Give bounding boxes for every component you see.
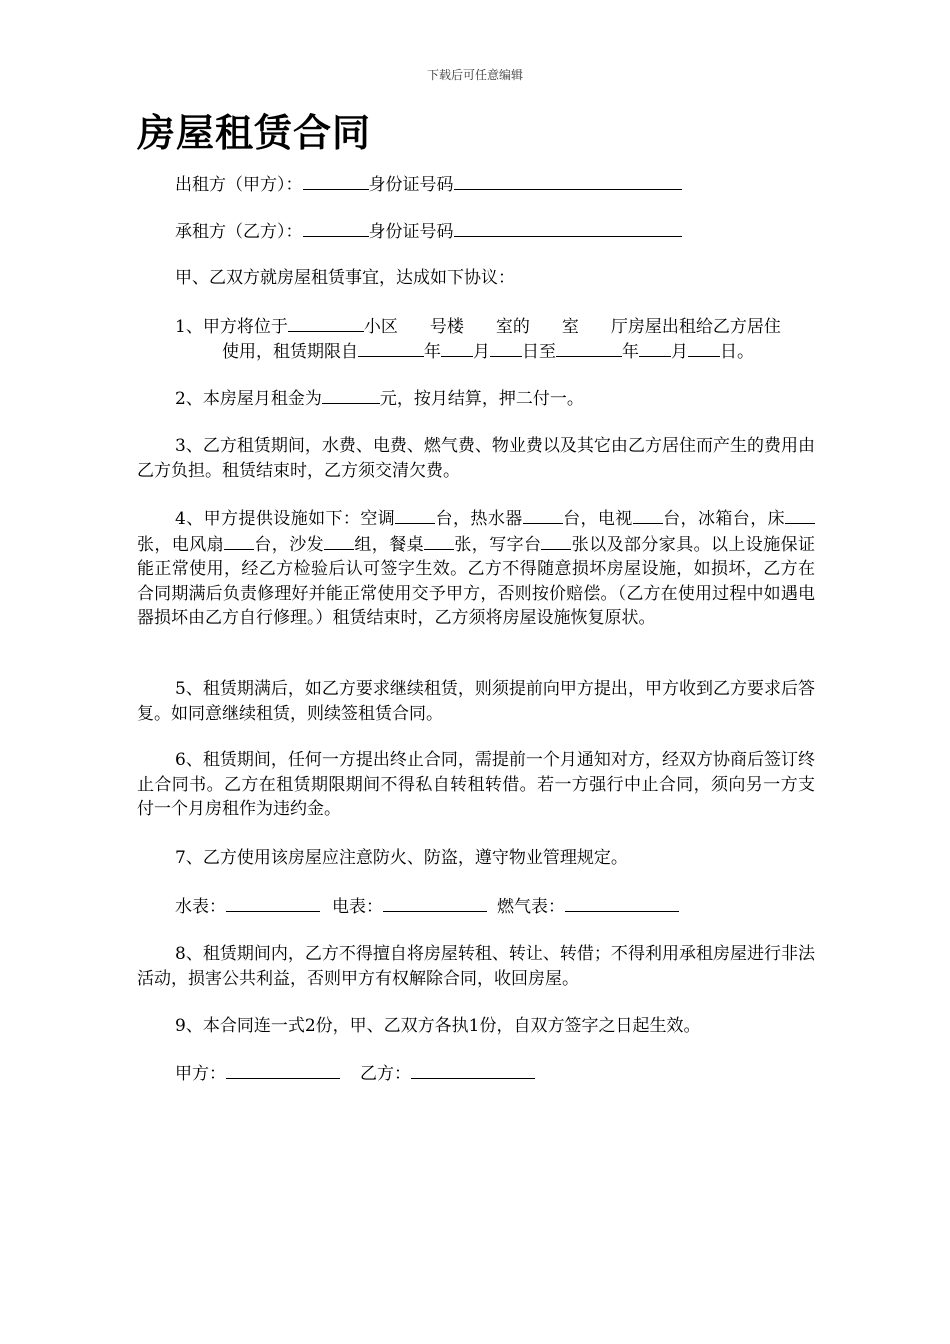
clause-1-text-e: 室 (561, 317, 579, 337)
table-count-blank (424, 532, 454, 550)
document-title: 房屋租赁合同 (137, 111, 372, 155)
start-year-blank (358, 339, 424, 357)
clause-1-day-to: 日至 (522, 342, 556, 362)
clause-1-month-2: 月 (671, 342, 688, 362)
clause-4-text-f: 台，沙发 (254, 534, 324, 555)
lessee-id-label: 身份证号码 (368, 222, 454, 242)
ac-count-blank (395, 506, 435, 524)
intro-line: 甲、乙双方就房屋租赁事宜，达成如下协议： (175, 268, 515, 288)
heater-count-blank (523, 506, 563, 524)
electric-meter-blank (383, 894, 487, 912)
clause-1-text-a: 1、甲方将位于 (175, 317, 288, 337)
bed-count-blank (785, 506, 815, 524)
lessor-line (175, 172, 682, 197)
end-day-blank (688, 339, 720, 357)
clause-8: 8、租赁期间内，乙方不得擅自将房屋转租、转让、转借；不得利用承租房屋进行非法活动，损害公共利益，否则甲方有权解除合同，收回房屋。 (137, 944, 815, 989)
clause-1-text-g: 使用，租赁期限自 (222, 342, 358, 362)
community-blank (288, 314, 364, 332)
clause-4-text-h: 张，写字台 (454, 534, 542, 555)
lessee-id-blank (454, 219, 682, 237)
sofa-count-blank (324, 532, 354, 550)
clause-4-text-c: 台，电视 (562, 509, 633, 529)
clause-1-text-f: 厅房屋出租给乙方居住 (610, 317, 781, 337)
clause-5: 5、租赁期满后，如乙方要求继续租赁，则须提前向甲方提出，甲方收到乙方要求后答复。如同意继续租赁，则续签租赁合同。 (137, 679, 815, 724)
clause-1-text-d: 室的 (495, 317, 530, 337)
party-a-sign-blank (226, 1061, 340, 1079)
end-month-blank (639, 339, 671, 357)
party-b-sign-blank (411, 1061, 535, 1079)
lessor-label: 出租方（甲方）： (175, 175, 303, 195)
tv-count-blank (633, 506, 663, 524)
water-meter-blank (226, 894, 320, 912)
clause-4-text-a: 4、甲方提供设施如下：空调 (175, 509, 396, 529)
clause-2-text-b: 元，按月结算，押二付一。 (379, 389, 584, 409)
desk-count-blank (541, 532, 571, 550)
party-b-sign-label: 乙方： (360, 1064, 411, 1084)
fan-count-blank (224, 532, 254, 550)
clause-7: 7、乙方使用该房屋应注意防火、防盗，遵守物业管理规定。 (175, 848, 628, 868)
gas-meter-label: 燃气表： (497, 897, 565, 917)
gas-meter-blank (565, 894, 679, 912)
clause-1-day-end: 日。 (720, 342, 754, 362)
lessor-id-blank (454, 172, 682, 190)
clause-1-year-2: 年 (622, 342, 639, 362)
clause-1-month-1: 月 (473, 342, 490, 362)
clause-1-line-2 (222, 339, 754, 364)
lessee-name-blank (303, 219, 369, 237)
clause-6: 6、租赁期间，任何一方提出终止合同，需提前一个月通知对方，经双方协商后签订终止合同书。乙方在租赁期限期间不得私自转租转借。若一方强行中止合同，须向另一方支付一个月房租作为违约金。 (137, 750, 815, 819)
page-header: 下载后可任意编辑 (426, 68, 523, 82)
signature-line (175, 1061, 535, 1086)
lessee-line (175, 219, 682, 244)
electric-meter-label: 电表： (332, 897, 383, 917)
clause-1-line-1 (175, 314, 781, 339)
start-day-blank (490, 339, 522, 357)
lessor-id-label: 身份证号码 (368, 175, 454, 195)
water-meter-label: 水表： (175, 897, 226, 917)
meters-line (175, 894, 679, 919)
clause-4-text-e: 张，电风扇 (137, 534, 224, 555)
lessor-name-blank (303, 172, 369, 190)
clause-1-text-b: 小区 (363, 317, 398, 337)
clause-4-text-i: 张以及部分家具。以上设施保证能正常使用，经乙方检验后认可签字生效。乙方不得随意损坏房屋设施，如损坏，乙方在合同期满后负责修理好并能正常使用交予甲方，否则按价赔偿。（乙方在使用过程中如遇电器损坏由乙方自行修理。）租赁结束时，乙方须将房屋设施恢复原状。 (137, 534, 816, 628)
party-a-sign-label: 甲方： (175, 1064, 226, 1084)
clause-1-year-1: 年 (424, 342, 441, 362)
clause-4-text-d: 台，冰箱台，床 (662, 509, 786, 529)
end-year-blank (556, 339, 622, 357)
clause-2-text-a: 2、本房屋月租金为 (175, 389, 322, 409)
clause-4 (137, 506, 815, 631)
clause-2-line (175, 386, 584, 411)
clause-9: 9、本合同连一式2份，甲、乙双方各执1份，自双方签字之日起生效。 (175, 1016, 701, 1036)
clause-4-text-b: 台，热水器 (435, 509, 523, 529)
clause-4-text-g: 组，餐桌 (354, 534, 424, 555)
start-month-blank (441, 339, 473, 357)
rent-blank (322, 386, 380, 404)
clause-3: 3、乙方租赁期间，水费、电费、燃气费、物业费以及其它由乙方居住而产生的费用由乙方负担。租赁结束时，乙方须交清欠费。 (137, 436, 815, 481)
clause-1-text-c: 号楼 (429, 317, 464, 337)
lessee-label: 承租方（乙方）： (175, 222, 303, 242)
